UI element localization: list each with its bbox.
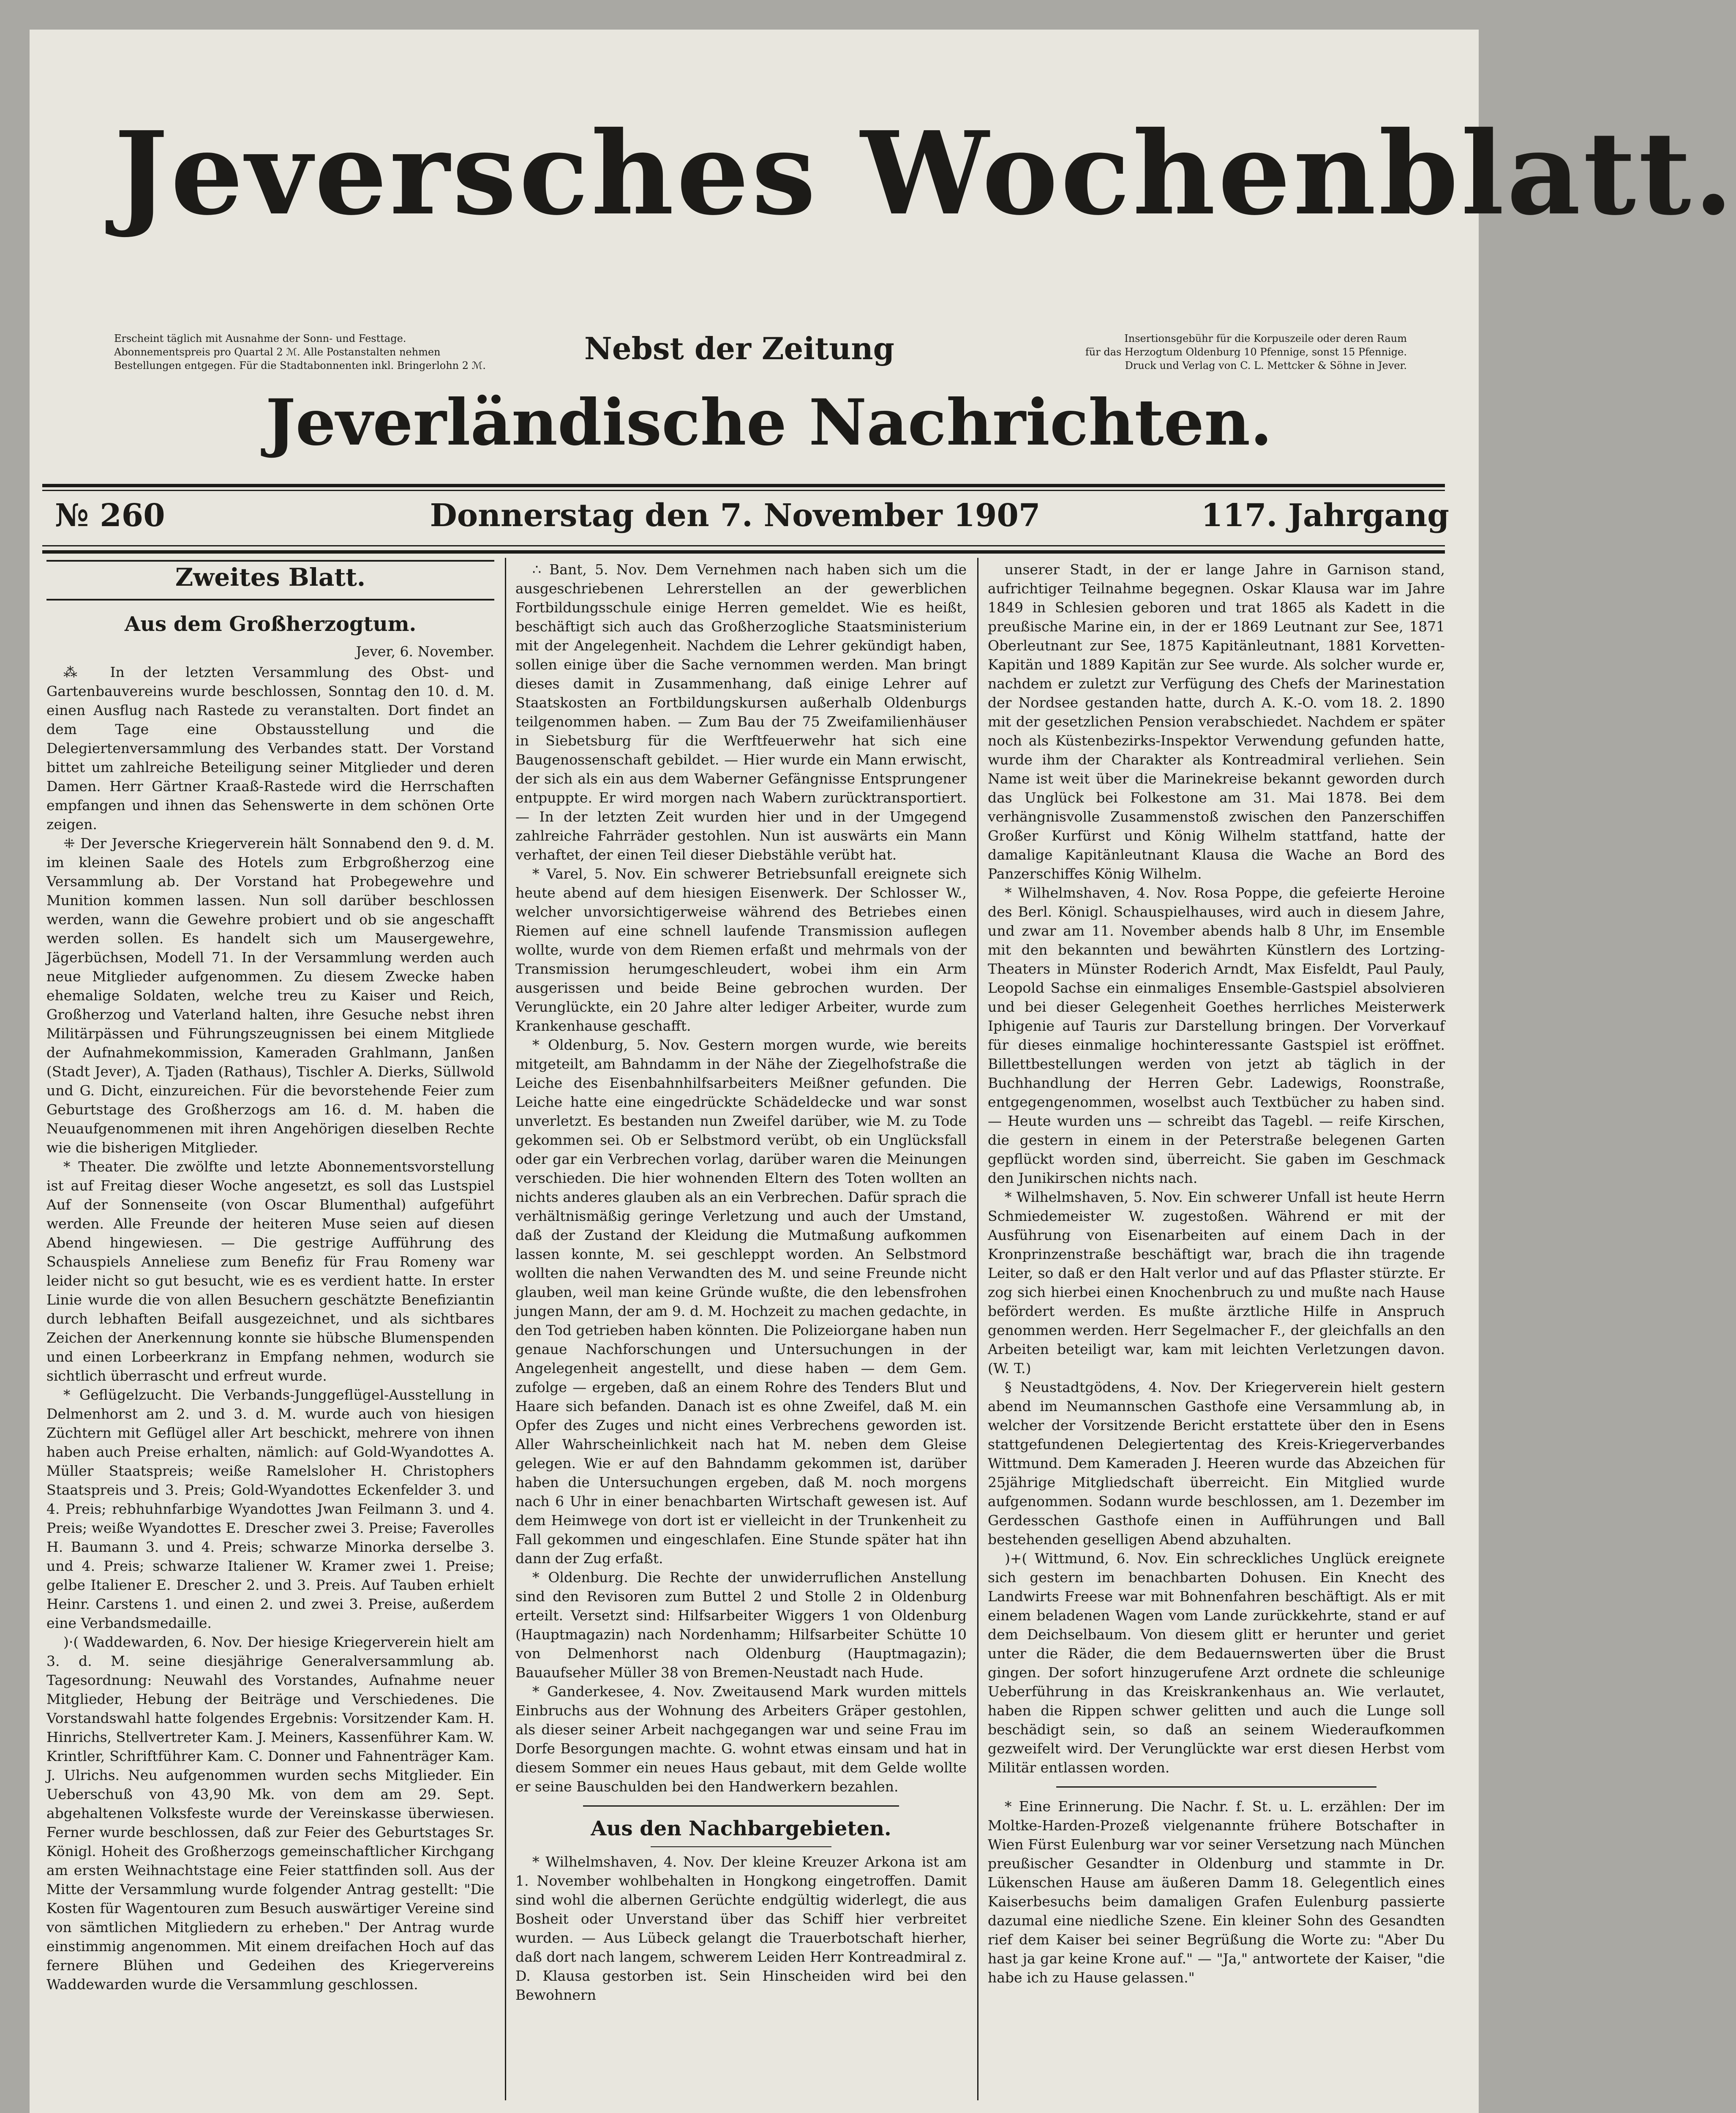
article-paragraph: )·( Waddewarden, 6. Nov. Der hiesige Kriegerverein hielt am 3. d. M. seine diesjährige Generalversammlung ab. Tagesordnung: Neuwahl des Vorstandes, Aufnahme neuer Mitglieder, Hebung der Beiträge und Verschiedenes. Die Vorstandswahl hatte folgendes Ergebnis: Vorsitzender Kam. H. Hinrichs, Stellvertreter Kam. J. Meiners, Kassenführer Kam. W. Krintler, Schriftführer Kam. C. Donner und Fahnenträger Kam. J. Ulrichs. Neu aufgenommen wurden sechs Mitglieder. Ein Ueberschuß von 43,90 Mk. von dem am 29. Sept. abgehaltenen Volksfeste wurde der Vereinskasse überwiesen. Ferner wurde beschlossen, daß zur Feier des Geburtstages Sr. Königl. Hoheit des Großherzogs gemeinschaftlicher Kirchgang am ersten Weihnachtstage eine Feier stattfinden soll. Aus der Mitte der Versammlung wurde folgender Antrag gestellt: "Die Kosten für Wagentouren zum Besuch auswärtiger Vereine sind von sämtlichen Mitgliedern zu erheben." Der Antrag wurde einstimmig angenommen. Mit einem dreifachen Hoch auf das fernere Blühen und Gedeihen des Kriegervereins Waddewarden wurde die Versammlung geschlossen. (46, 1634, 494, 1993)
column-2 (515, 560, 967, 2100)
column-divider (505, 558, 506, 2100)
section-separator (583, 1805, 899, 1807)
advert-line: Druck und Verlag von C. L. Mettcker & Söhne in Jever. (1125, 360, 1407, 371)
masthead-title: Jeversches Wochenblatt. (114, 106, 1736, 240)
article-paragraph: * Varel, 5. Nov. Ein schwerer Betriebsunfall ereignete sich heute abend auf dem hiesigen Eisenwerk. Der Schlosser W., welcher unvorsichtigerweise während des Betriebes einen Riemen auf eine schnell laufende Transmission auflegen wollte, wurde von dem Riemen erfaßt und mehrmals von der Transmission herumgeschleudert, wobei ihm ein Arm ausgerissen und beide Beine gebrochen wurden. Der Verunglückte, ein 20 Jahre alter lediger Arbeiter, wurde zum Krankenhause geschafft. (515, 865, 967, 1034)
article-paragraph: * Wilhelmshaven, 4. Nov. Rosa Poppe, die gefeierte Heroine des Berl. Königl. Schauspielhauses, wird auch in diesem Jahre, und zwar am 11. November abends halb 8 Uhr, im Ensemble mit den bekannten und bewährten Künstlern des Lortzing-Theaters in Münster Roderich Arndt, Max Eisfeldt, Paul Pauly, Leopold Sachse ein einmaliges Ensemble-Gastspiel absolvieren und bei dieser Gelegenheit Goethes herrliches Meisterwerk Iphigenie auf Tauris zur Darstellung bringen. Der Vorverkauf für dieses einmalige hochinteressante Gastspiel ist eröffnet. Billettbestellungen werden von jetzt ab täglich in der Buchhandlung der Herren Gebr. Ladewigs, Roonstraße, entgegengenommen, woselbst auch Textbücher zu haben sind. — Heute wurden uns — schreibt das Tagebl. — reife Kirschen, die gestern in einem in der Peterstraße belegenen Garten gepflückt worden sind, überreicht. Sie gaben im Geschmack den Junikirschen nichts nach. (988, 885, 1445, 1186)
article-paragraph: unserer Stadt, in der er lange Jahre in Garnison stand, aufrichtiger Teilnahme begegnen. Oskar Klausa war im Jahre 1849 in Schlesien geboren und trat 1865 als Kadett in die preußische Marine ein, in der er 1869 Leutnant zur See, 1871 Oberleutnant zur See, 1875 Kapitänleutnant, 1881 Korvetten-Kapitän und 1889 Kapitän zur See wurde. Als solcher wurde er, nachdem er zuletzt zur Verfügung des Chefs der Marinestation der Nordsee gestanden hatte, durch A. K.-O. vom 18. 2. 1890 mit der gesetzlichen Pension verabschiedet. Nachdem er später noch als Küstenbezirks-Inspektor Verwendung gefunden hatte, wurde ihm der Charakter als Kontreadmiral verliehen. Sein Name ist weit über die Marinekreise bekannt geworden durch das Unglück bei Folkestone am 31. Mai 1878. Bei dem verhängnisvolle Zusammenstoß zwischen den Panzerschiffen Großer Kurfürst und König Wilhelm stattfand, hatte der damalige Kapitänleutnant Klausa die Wache an Bord des Panzerschiffes König Wilhelm. (988, 561, 1445, 882)
article-dateline: Jever, 6. November. (356, 643, 494, 660)
heading-underline (651, 1846, 831, 1847)
article-paragraph: * Ganderkesee, 4. Nov. Zweitausend Mark wurden mittels Einbruchs aus der Wohnung des Arbeiters Gräper gestohlen, als dieser seiner Arbeit nachgegangen war und seine Frau im Dorfe Besorgungen machte. G. wohnt etwas einsam und hat in diesem Sommer ein neues Haus gebaut, mit dem Gelde wollte er seine Bauschulden bei den Handwerkern bezahlen. (515, 1683, 967, 1795)
section-label-box (46, 560, 494, 601)
subscription-line: Erscheint täglich mit Ausnahme der Sonn- und Festtage. (114, 333, 406, 344)
section-heading: Aus dem Großherzogtum. (124, 612, 417, 636)
header-rule-bottom-thin (42, 545, 1445, 546)
article-paragraph: * Theater. Die zwölfte und letzte Abonnementsvorstellung ist auf Freitag dieser Woche angesetzt, es soll das Lustspiel Auf der Sonnenseite (von Oscar Blumenthal) aufgeführt werden. Alle Freunde der heiteren Muse seien auf diesen Abend hingewiesen. — Die gestrige Aufführung des Schauspiels Anneliese zum Benefiz für Frau Romeny war leider nicht so gut besucht, wie es es verdient hatte. In erster Linie wurde die von allen Besuchern geschätzte Benefiziantin durch lebhaften Beifall ausgezeichnet, und als sichtbares Zeichen der Anerkennung konnte sie hübsche Blumenspenden und einen Lorbeerkranz in Empfang nehmen, wodurch sie sichtlich überrascht und erfreut wurde. (46, 1158, 494, 1384)
article-paragraph: * Geflügelzucht. Die Verbands-Junggeflügel-Ausstellung in Delmenhorst am 2. und 3. d. M. wurde auch von hiesigen Züchtern mit Geflügel aller Art beschickt, mehrere von ihnen haben auch Preise erhalten, nämlich: auf Gold-Wyandottes A. Müller Staatspreis; weiße Ramelsloher H. Christophers Staatspreis und 3. Preis; Gold-Wyandottes Eckenfelder 3. und 4. Preis; rebhuhnfarbige Wyandottes Jwan Feilmann 3. und 4. Preis; weiße Wyandottes E. Drescher zwei 3. Preise; Faverolles H. Baumann 3. und 4. Preis; schwarze Minorka derselbe 3. und 4. Preis; schwarze Italiener W. Kramer zwei 1. Preise; gelbe Italiener E. Drescher 2. und 3. Preis. Auf Tauben erhielt Heinr. Carstens 1. und einen 2. und zwei 3. Preise, außerdem eine Verbandsmedaille. (46, 1387, 494, 1631)
section-label: Zweites Blatt. (175, 563, 366, 592)
article-paragraph: ∴ Bant, 5. Nov. Dem Vernehmen nach haben sich um die ausgeschriebenen Lehrerstellen an der gewerblichen Fortbildungsschule einige Herren gemeldet. Wie es heißt, beschäftigt sich auch das Großherzogliche Staatsministerium mit der Angelegenheit. Nachdem die Lehrer gekündigt haben, sollen einige über die Sache vernommen werden. Man bringt dieses damit in Zusammenhang, daß einige Lehrer auf Staatskosten an Fortbildungskursen außerhalb Oldenburgs teilgenommen haben. — Zum Bau der 75 Zweifamilienhäuser in Siebetsburg für die Werftfeuerwehr hat sich eine Baugenossenschaft gebildet. — Hier wurde ein Mann erwischt, der sich als ein aus dem Waberner Gefängnisse Entsprungener entpuppte. Er wird morgen nach Wabern zurücktransportiert. — In der letzten Zeit wurden hier und in der Umgegend zahlreiche Fahrräder gestohlen. Nun ist auswärts ein Mann verhaftet, der einen Teil dieser Diebstähle verübt hat. (515, 561, 967, 863)
section-heading: Aus den Nachbargebieten. (591, 1817, 891, 1840)
advert-line: Insertionsgebühr für die Korpuszeile oder deren Raum (1124, 333, 1407, 344)
subscription-notice (114, 332, 541, 372)
article-paragraph: * Wilhelmshaven, 4. Nov. Der kleine Kreuzer Arkona ist am 1. November wohlbehalten in Hongkong eingetroffen. Damit sind wohl die albernen Gerüchte endgültig widerlegt, die aus Bosheit oder Unverstand über das Schiff hier verbreitet wurden. — Aus Lübeck gelangt die Trauerbotschaft hierher, daß dort nach langem, schwerem Leiden Herr Kontreadmiral z. D. Klausa gestorben ist. Sein Hinscheiden wird bei den Bewohnern (515, 1854, 967, 2003)
advert-line: für das Herzogtum Oldenburg 10 Pfennige, sonst 15 Pfennige. (1085, 346, 1407, 358)
article-paragraph: )+( Wittmund, 6. Nov. Ein schreckliches Unglück ereignete sich gestern im benachbarten Dohusen. Ein Knecht des Landwirts Freese war mit Bohnenfahren beschäftigt. Als er mit einem beladenen Wagen vom Lande zurückkehrte, stand er auf dem Deichselbaum. Von diesem glitt er herunter und geriet unter die Räder, die dem Bedauernswerten über die Brust gingen. Der sofort hinzugerufene Arzt ordnete die schleunige Ueberführung in das Kreiskrankenhaus an. Wie verlautet, haben die Rippen schwer gelitten und auch die Lunge soll beschädigt sein, so daß an seinem Wiederaufkommen gezweifelt wird. Der Verunglückte war erst diesen Herbst vom Militär entlassen worden. (988, 1550, 1445, 1776)
tagline: Nebst der Zeitung (584, 330, 894, 366)
article-paragraph: * Wilhelmshaven, 5. Nov. Ein schwerer Unfall ist heute Herrn Schmiedemeister W. zugestoßen. Während er mit der Ausführung von Eisenarbeiten auf einem Dach in der Kronprinzenstraße beschäftigt war, brach die ihn tragende Leiter, so daß er den Halt verlor und auf das Pflaster stürzte. Er zog sich hierbei einen Knochenbruch zu und mußte nach Hause befördert werden. Es mußte ärztliche Hilfe in Anspruch genommen werden. Herr Segelmacher F., der gleichfalls an den Arbeiten beteiligt war, kam mit leichten Verletzungen davon. (W. T.) (988, 1189, 1445, 1376)
article-paragraph: ⁜ Der Jeversche Kriegerverein hält Sonnabend den 9. d. M. im kleinen Saale des Hotels zum Erbgroßherzog eine Versammlung ab. Der Vorstand hat Probegewehre und Munition kommen lassen. Nun soll darüber beschlossen werden, wann die Gewehre probiert und ob sie angeschafft werden sollen. Es handelt sich um Mausergewehre, Jägerbüchsen, Modell 71. In der Versammlung werden auch neue Mitglieder aufgenommen. Zu diesem Zwecke haben ehemalige Soldaten, welche treu zu Kaiser und Reich, Großherzog und Vaterland halten, ihre Gesuche nebst ihren Militärpässen und Führungszeugnissen bei einem Mitgliede der Aufnahmekommission, Kameraden Grahlmann, Janßen (Stadt Jever), A. Tjaden (Rathaus), Tischler A. Dierks, Süllwold und G. Dicht, einzureichen. Für die bevorstehende Feier zum Geburtstage des Großherzogs am 16. d. M. haben die Neuaufgenommenen mit ihren Angehörigen dieselben Rechte wie die bisherigen Mitglieder. (46, 835, 494, 1156)
subscription-line: Abonnementspreis pro Quartal 2 ℳ. Alle Postanstalten nehmen (114, 346, 441, 358)
header-rule-top (42, 484, 1445, 487)
issue-date: Donnerstag den 7. November 1907 (430, 497, 1041, 534)
advert-notice (929, 332, 1407, 372)
article-paragraph: * Oldenburg, 5. Nov. Gestern morgen wurde, wie bereits mitgeteilt, am Bahndamm in der Nähe der Ziegelhofstraße die Leiche des Eisenbahnhilfsarbeiters Meißner gefunden. Die Leiche hatte eine eingedrückte Schädeldecke und war sonst unverletzt. Es bestanden nun Zweifel darüber, wie M. zu Tode gekommen sei. Ob er Selbstmord verübt, ob ein Unglücksfall oder gar ein Verbrechen vorlag, darüber waren die Meinungen verschieden. Die hier wohnenden Eltern des Toten wollten an nichts anderes glauben als an ein Verbrechen. Dafür sprach die verhältnismäßig geringe Verletzung und auch der Umstand, daß der Zustand der Kleidung die Mutmaßung aufkommen lassen konnte, M. sei geschleppt worden. An Selbstmord wollten die nahen Verwandten des M. und seine Freunde nicht glauben, weil man keine Gründe wußte, die den lebensfrohen jungen Mann, der am 9. d. M. Hochzeit zu machen gedachte, in den Tod getrieben haben könnten. Die Polizeiorgane haben nun genaue Nachforschungen und Untersuchungen in der Angelegenheit angestellt, und diese haben — dem Gem. zufolge — ergeben, daß an einem Rohre des Tenders Blut und Haare sich befanden. Danach ist es ohne Zweifel, daß M. ein Opfer des Zuges und nicht eines Verbrechens geworden ist. Aller Wahrscheinlichkeit nach hat M. neben dem Gleise gelegen. Wie er auf den Bahndamm gekommen ist, darüber haben die Untersuchungen ergeben, daß M. noch morgens nach 6 Uhr in einer benachbarten Wirtschaft gewesen ist. Auf dem Heimwege von dort ist er vielleicht in der Trunkenheit zu Fall gekommen und eingeschlafen. Eine Stunde später hat ihn dann der Zug erfaßt. (515, 1037, 967, 1567)
header-rule-bottom (42, 550, 1445, 554)
article-paragraph: * Eine Erinnerung. Die Nachr. f. St. u. L. erzählen: Der im Moltke-Harden-Prozeß vielgenannte frühere Botschafter in Wien Fürst Eulenburg war vor seiner Versetzung nach München preußischer Gesandter in Oldenburg und stammte in Dr. Lükenschen Hause am äußeren Damm 18. Gelegentlich eines Kaiserbesuchs beim damaligen Grafen Eulenburg passierte dazumal eine niedliche Szene. Ein kleiner Sohn des Gesandten rief dem Kaiser bei seiner Begrüßung die Worte zu: "Aber Du hast ja gar keine Krone auf." — "Ja," antwortete der Kaiser, "die habe ich zu Hause gelassen." (988, 1798, 1445, 1986)
issue-number: № 260 (55, 497, 165, 534)
subtitle: Jeverländische Nachrichten. (265, 385, 1273, 460)
article-paragraph: * Oldenburg. Die Rechte der unwiderruflichen Anstellung sind den Revisoren zum Buttel 2 und Stolle 2 in Oldenburg erteilt. Versetzt sind: Hilfsarbeiter Wiggers 1 von Oldenburg (Hauptmagazin) nach Nordenhamm; Hilfsarbeiter Schütte 10 von Delmenhorst nach Oldenburg (Hauptmagazin); Bauaufseher Müller 38 von Bremen-Neustadt nach Hude. (515, 1569, 967, 1681)
section-separator (1056, 1786, 1376, 1788)
newspaper-page (30, 30, 1736, 2113)
subscription-line: Bestellungen entgegen. Für die Stadtabonnenten inkl. Bringerlohn 2 ℳ. (114, 360, 486, 371)
article-paragraph: ⁂ In der letzten Versammlung des Obst- und Gartenbauvereins wurde beschlossen, Sonntag den 10. d. M. einen Ausflug nach Rastede zu veranstalten. Dort findet an dem Tage eine Obstausstellung und die Delegiertenversammlung des Verbandes statt. Der Vorstand bittet um zahlreiche Beteiligung seiner Mitglieder und deren Damen. Herr Gärtner Kraaß-Rastede wird die Herrschaften empfangen und ihnen das Sehenswerte in dem schönen Orte zeigen. (46, 664, 494, 833)
header-rule-top-thin (42, 490, 1445, 491)
column-3 (988, 560, 1445, 2100)
volume-number: 117. Jahrgang (1201, 497, 1449, 534)
column-1 (46, 560, 494, 2100)
column-divider (977, 558, 978, 2100)
article-paragraph: § Neustadtgödens, 4. Nov. Der Kriegerverein hielt gestern abend im Neumannschen Gasthofe eine Versammlung ab, in welcher der Vorsitzende Bericht erstattete über den in Esens stattgefundenen Delegiertentag des Kreis-Kriegerverbandes Wittmund. Dem Kameraden J. Heeren wurde das Abzeichen für 25jährige Mitgliedschaft überreicht. Ein Mitglied wurde aufgenommen. Sodann wurde beschlossen, am 1. Dezember im Gerdesschen Gasthofe einen in Aufführungen und Ball bestehenden geselligen Abend abzuhalten. (988, 1379, 1445, 1548)
